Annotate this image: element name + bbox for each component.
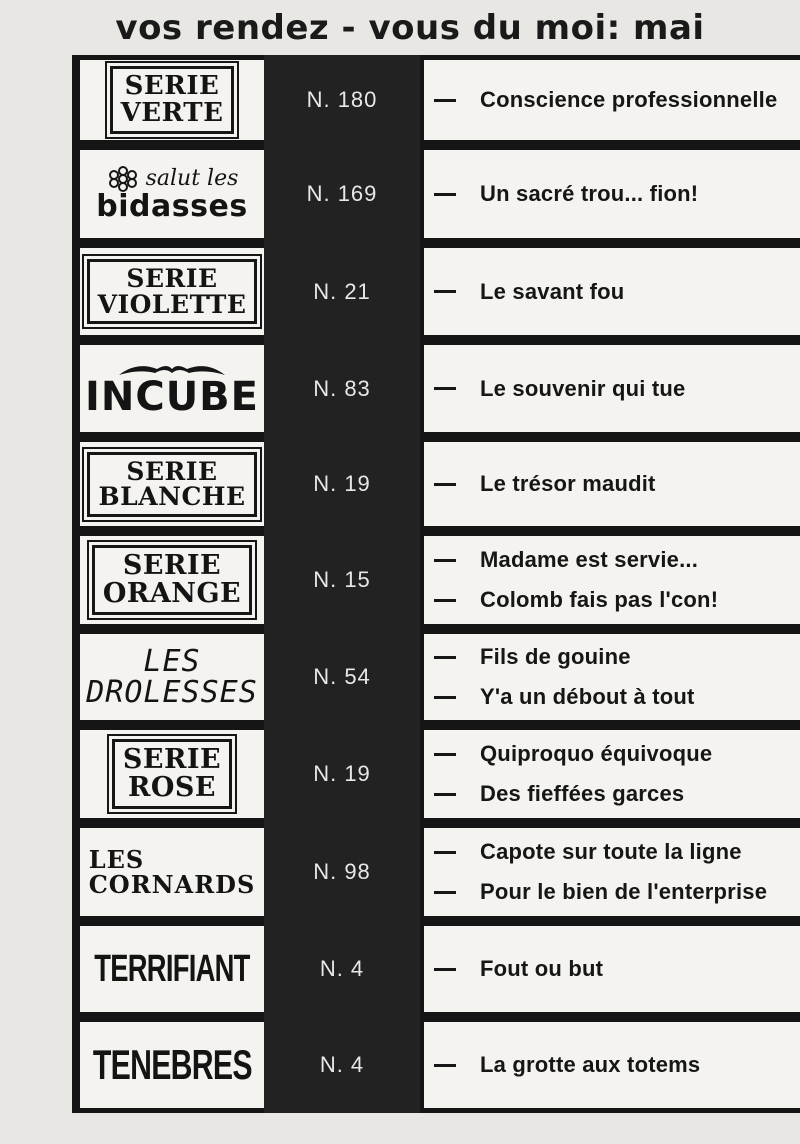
book-title: Fout ou but bbox=[480, 956, 604, 981]
series-logo-salut-les-bidasses bbox=[80, 150, 264, 238]
titles-cell bbox=[424, 634, 800, 720]
title-line bbox=[434, 949, 800, 989]
table-row bbox=[72, 629, 800, 725]
table-row bbox=[72, 531, 800, 629]
dash-mark bbox=[434, 599, 456, 602]
series-name-line: SERIE bbox=[122, 550, 222, 582]
series-name-line: BLANCHE bbox=[98, 482, 246, 511]
issue-number-cell bbox=[264, 1017, 420, 1113]
book-title: Capote sur toute la ligne bbox=[480, 839, 742, 864]
issue-number: N. 169 bbox=[306, 181, 378, 206]
titles-cell bbox=[424, 442, 800, 526]
titles-cell bbox=[424, 926, 800, 1012]
series-logo-serie-violette bbox=[80, 248, 264, 335]
issue-number: N. 98 bbox=[313, 859, 371, 884]
table-row bbox=[72, 437, 800, 531]
book-title: Madame est servie... bbox=[480, 547, 699, 572]
series-logo-serie-rose bbox=[80, 730, 264, 818]
issue-number: N. 54 bbox=[313, 664, 371, 689]
table-row bbox=[72, 823, 800, 921]
title-line bbox=[434, 580, 800, 620]
bidasses-script: salut les bbox=[145, 166, 239, 191]
title-line bbox=[434, 369, 800, 409]
table-row bbox=[72, 55, 800, 145]
tenebres-wordmark: TENEBRES bbox=[92, 1041, 252, 1088]
book-title: Pour le bien de l'enterprise bbox=[480, 879, 768, 904]
series-logo-incube bbox=[80, 345, 264, 432]
bidasses-wordmark: bidasses bbox=[96, 189, 248, 224]
book-title: Y'a un débout à tout bbox=[480, 684, 695, 709]
series-logo-serie-blanche bbox=[80, 442, 264, 526]
book-title: Des fieffées garces bbox=[480, 781, 685, 806]
issue-number-cell bbox=[264, 55, 420, 145]
series-name-line: ORANGE bbox=[102, 578, 242, 609]
dash-mark bbox=[434, 851, 456, 854]
series-name-line: CORNARDS bbox=[88, 870, 256, 899]
title-line bbox=[434, 464, 800, 504]
title-line bbox=[434, 174, 800, 214]
series-name-line: LES bbox=[88, 844, 145, 874]
book-title: La grotte aux totems bbox=[480, 1052, 701, 1077]
dash-mark bbox=[434, 483, 456, 486]
book-title: Le savant fou bbox=[480, 278, 625, 304]
series-name-line: DROLESSES bbox=[86, 675, 258, 710]
table-row bbox=[72, 725, 800, 823]
series-logo-box bbox=[92, 545, 252, 614]
titles-cell bbox=[424, 536, 800, 624]
series-logo-les-drolesses bbox=[80, 634, 264, 720]
issue-number-cell bbox=[264, 340, 420, 437]
issue-number-cell bbox=[264, 629, 420, 725]
issue-number-cell bbox=[264, 921, 420, 1017]
dash-mark bbox=[434, 696, 456, 699]
dash-mark bbox=[434, 559, 456, 562]
series-logo-box bbox=[112, 739, 232, 808]
table-row bbox=[72, 1017, 800, 1113]
title-line bbox=[434, 80, 800, 120]
issue-number: N. 4 bbox=[319, 956, 365, 981]
release-table bbox=[72, 55, 800, 1113]
dash-mark bbox=[434, 387, 456, 390]
dash-mark bbox=[434, 1064, 456, 1067]
issue-number-cell bbox=[264, 531, 420, 629]
book-title: Quiproquo équivoque bbox=[480, 741, 713, 766]
title-line bbox=[434, 1045, 800, 1085]
table-row bbox=[72, 243, 800, 340]
series-logo-terrifiant bbox=[80, 926, 264, 1012]
title-line bbox=[434, 872, 800, 912]
book-title: Fils de gouine bbox=[480, 644, 631, 669]
series-logo-box bbox=[110, 66, 235, 133]
book-title: Le souvenir qui tue bbox=[480, 375, 686, 401]
dash-mark bbox=[434, 290, 456, 293]
dash-mark bbox=[434, 968, 456, 971]
series-logo-box bbox=[87, 259, 258, 324]
series-name-line: VIOLETTE bbox=[97, 289, 247, 319]
page-title: vos rendez - vous du moi: mai bbox=[115, 8, 705, 48]
series-logo-serie-verte bbox=[80, 60, 264, 140]
issue-number: N. 83 bbox=[313, 375, 371, 401]
issue-number-cell bbox=[264, 823, 420, 921]
issue-number: N. 19 bbox=[313, 471, 371, 496]
title-line bbox=[434, 637, 800, 677]
series-name-line: SERIE bbox=[126, 264, 218, 293]
table-row bbox=[72, 145, 800, 243]
issue-number: N. 4 bbox=[319, 1052, 365, 1077]
series-logo-serie-orange bbox=[80, 536, 264, 624]
book-title: Un sacré trou... fion! bbox=[480, 181, 699, 206]
book-title: Colomb fais pas l'con! bbox=[480, 587, 719, 612]
series-name-line: SERIE bbox=[122, 744, 222, 776]
titles-cell bbox=[424, 248, 800, 335]
issue-number: N. 180 bbox=[306, 87, 378, 112]
title-line bbox=[434, 734, 800, 774]
series-logo-tenebres bbox=[80, 1022, 264, 1108]
terrifiant-wordmark: TERRIFIANT bbox=[94, 947, 250, 990]
series-name-line: ROSE bbox=[127, 772, 217, 803]
title-line bbox=[434, 832, 800, 872]
issue-number: N. 21 bbox=[313, 278, 371, 304]
dash-mark bbox=[434, 193, 456, 196]
series-logo-les-cornards bbox=[80, 828, 264, 916]
titles-cell bbox=[424, 1022, 800, 1108]
title-line bbox=[434, 540, 800, 580]
dash-mark bbox=[434, 99, 456, 102]
issue-number-cell bbox=[264, 145, 420, 243]
book-title: Conscience professionnelle bbox=[480, 87, 778, 112]
dash-mark bbox=[434, 793, 456, 796]
series-logo-box bbox=[87, 452, 256, 517]
book-title: Le trésor maudit bbox=[480, 471, 656, 496]
issue-number-cell bbox=[264, 725, 420, 823]
dash-mark bbox=[434, 656, 456, 659]
titles-cell bbox=[424, 730, 800, 818]
title-line bbox=[434, 677, 800, 717]
titles-cell bbox=[424, 150, 800, 238]
titles-cell bbox=[424, 60, 800, 140]
incube-wordmark: INCUBE bbox=[84, 373, 259, 420]
issue-number: N. 19 bbox=[313, 761, 371, 786]
dash-mark bbox=[434, 891, 456, 894]
table-row bbox=[72, 921, 800, 1017]
series-name-line: SERIE bbox=[126, 456, 218, 486]
series-name-line: SERIE bbox=[124, 71, 220, 102]
titles-cell bbox=[424, 828, 800, 916]
titles-cell bbox=[424, 345, 800, 432]
drolesses-logo bbox=[86, 643, 258, 710]
title-line bbox=[434, 774, 800, 814]
dash-mark bbox=[434, 753, 456, 756]
table-row bbox=[72, 340, 800, 437]
series-name-line: VERTE bbox=[120, 98, 224, 128]
title-line bbox=[434, 272, 800, 312]
issue-number-cell bbox=[264, 243, 420, 340]
issue-number: N. 15 bbox=[313, 567, 371, 592]
series-name-line: LES bbox=[143, 643, 201, 679]
bidasses-logo bbox=[96, 166, 247, 222]
cornards-logo bbox=[88, 844, 256, 899]
issue-number-cell bbox=[264, 437, 420, 531]
